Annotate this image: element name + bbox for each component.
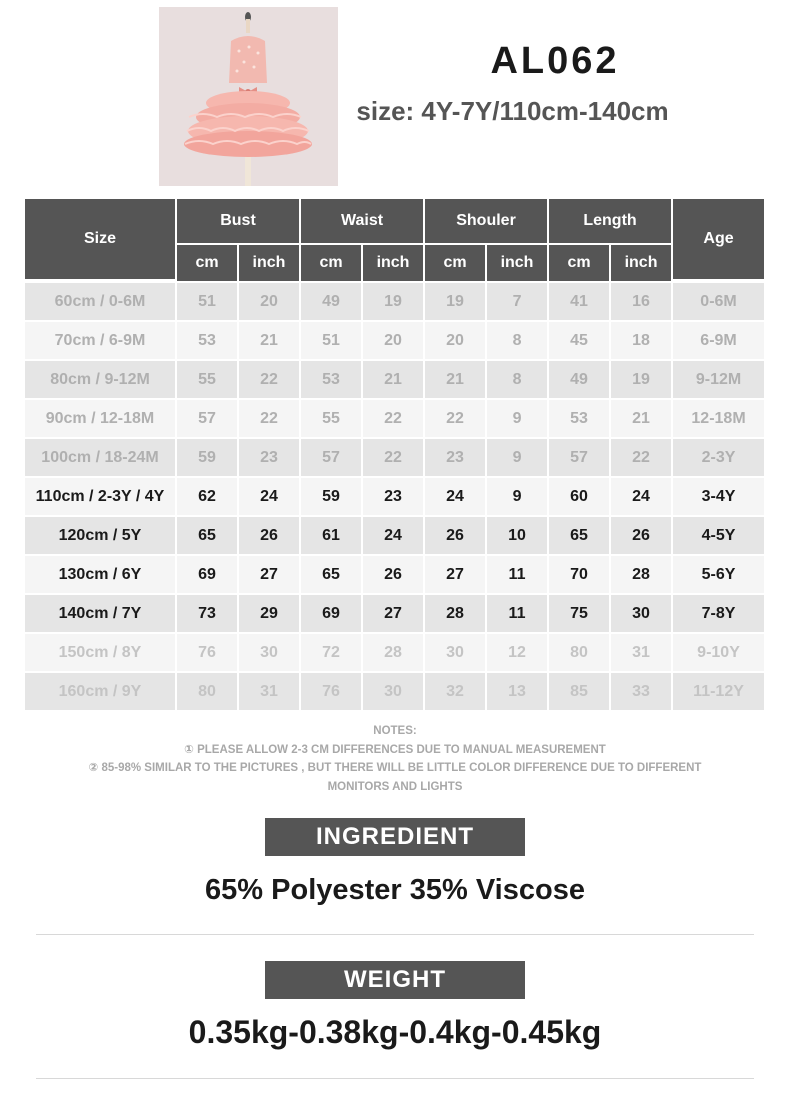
measure-cell: 24: [425, 476, 485, 515]
measure-cell: 22: [425, 398, 485, 437]
measure-cell: 21: [363, 359, 423, 398]
measure-cell: 27: [239, 554, 299, 593]
unit-cm: cm: [177, 245, 237, 281]
measure-cell: 26: [611, 515, 671, 554]
measure-cell: 27: [425, 554, 485, 593]
measure-cell: 9: [487, 437, 547, 476]
measure-cell: 31: [239, 671, 299, 710]
measure-cell: 57: [549, 437, 609, 476]
measure-cell: 57: [301, 437, 361, 476]
measure-cell: 30: [363, 671, 423, 710]
notes: [40, 722, 750, 796]
size-cell: 130cm / 6Y: [25, 554, 175, 593]
measure-cell: 26: [239, 515, 299, 554]
header-age: Age: [673, 199, 764, 281]
size-cell: 140cm / 7Y: [25, 593, 175, 632]
measure-cell: 24: [611, 476, 671, 515]
age-cell: 0-6M: [673, 281, 764, 320]
age-cell: 3-4Y: [673, 476, 764, 515]
size-cell: 110cm / 2-3Y / 4Y: [25, 476, 175, 515]
size-range: size: 4Y-7Y/110cm-140cm: [356, 96, 669, 126]
unit-cm: cm: [301, 245, 361, 281]
header-length: Length: [549, 199, 671, 245]
unit-cm: cm: [549, 245, 609, 281]
age-cell: 4-5Y: [673, 515, 764, 554]
measure-cell: 59: [177, 437, 237, 476]
measure-cell: 30: [611, 593, 671, 632]
table-row: [25, 359, 764, 398]
product-photo: [159, 7, 338, 186]
measure-cell: 27: [363, 593, 423, 632]
measure-cell: 20: [425, 320, 485, 359]
measure-cell: 33: [611, 671, 671, 710]
measure-cell: 30: [239, 632, 299, 671]
unit-cm: cm: [425, 245, 485, 281]
measure-cell: 53: [549, 398, 609, 437]
measure-cell: 76: [177, 632, 237, 671]
measure-cell: 20: [239, 281, 299, 320]
measure-cell: 12: [487, 632, 547, 671]
measure-cell: 26: [425, 515, 485, 554]
measure-cell: 22: [363, 437, 423, 476]
measure-cell: 28: [363, 632, 423, 671]
measure-cell: 23: [239, 437, 299, 476]
age-cell: 7-8Y: [673, 593, 764, 632]
measure-cell: 24: [363, 515, 423, 554]
measure-cell: 21: [425, 359, 485, 398]
measure-cell: 85: [549, 671, 609, 710]
measure-cell: 23: [363, 476, 423, 515]
measure-cell: 13: [487, 671, 547, 710]
measure-cell: 30: [425, 632, 485, 671]
age-cell: 9-12M: [673, 359, 764, 398]
measure-cell: 19: [611, 359, 671, 398]
table-row: [25, 593, 764, 632]
notes-line-1: ① PLEASE ALLOW 2-3 CM DIFFERENCES DUE TO MANUAL MEASUREMENT: [184, 743, 606, 756]
unit-inch: inch: [363, 245, 423, 281]
measure-cell: 8: [487, 359, 547, 398]
age-cell: 9-10Y: [673, 632, 764, 671]
measure-cell: 29: [239, 593, 299, 632]
table-row: [25, 554, 764, 593]
ingredient-label: INGREDIENT: [265, 818, 525, 856]
notes-title: NOTES:: [373, 725, 417, 737]
measure-cell: 70: [549, 554, 609, 593]
measure-cell: 61: [301, 515, 361, 554]
measure-cell: 51: [177, 281, 237, 320]
size-cell: 80cm / 9-12M: [25, 359, 175, 398]
size-cell: 100cm / 18-24M: [25, 437, 175, 476]
measure-cell: 65: [549, 515, 609, 554]
size-cell: 70cm / 6-9M: [25, 320, 175, 359]
measure-cell: 21: [611, 398, 671, 437]
measure-cell: 62: [177, 476, 237, 515]
measure-cell: 49: [301, 281, 361, 320]
measure-cell: 53: [177, 320, 237, 359]
age-cell: 11-12Y: [673, 671, 764, 710]
ingredient-value: 65% Polyester 35% Viscose: [205, 874, 585, 906]
measure-cell: 55: [301, 398, 361, 437]
size-chart-table: [23, 199, 766, 710]
size-cell: 160cm / 9Y: [25, 671, 175, 710]
age-cell: 2-3Y: [673, 437, 764, 476]
model-code: AL062: [490, 40, 620, 82]
measure-cell: 8: [487, 320, 547, 359]
measure-cell: 9: [487, 476, 547, 515]
age-cell: 12-18M: [673, 398, 764, 437]
measure-cell: 49: [549, 359, 609, 398]
measure-cell: 22: [363, 398, 423, 437]
table-row: [25, 320, 764, 359]
measure-cell: 55: [177, 359, 237, 398]
measure-cell: 59: [301, 476, 361, 515]
header-size: Size: [25, 199, 175, 281]
measure-cell: 53: [301, 359, 361, 398]
measure-cell: 11: [487, 554, 547, 593]
measure-cell: 22: [239, 398, 299, 437]
measure-cell: 19: [363, 281, 423, 320]
measure-cell: 45: [549, 320, 609, 359]
measure-cell: 23: [425, 437, 485, 476]
size-cell: 150cm / 8Y: [25, 632, 175, 671]
notes-line-2: ② 85-98% SIMILAR TO THE PICTURES , BUT THERE WILL BE LITTLE COLOR DIFFERENCE DUE TO DIFFERENT: [88, 762, 702, 774]
divider: [36, 1078, 754, 1079]
measure-cell: 10: [487, 515, 547, 554]
measure-cell: 11: [487, 593, 547, 632]
unit-inch: inch: [487, 245, 547, 281]
table-row: [25, 476, 764, 515]
measure-cell: 69: [177, 554, 237, 593]
unit-inch: inch: [239, 245, 299, 281]
measure-cell: 21: [239, 320, 299, 359]
measure-cell: 69: [301, 593, 361, 632]
measure-cell: 24: [239, 476, 299, 515]
table-row: [25, 632, 764, 671]
table-row: [25, 671, 764, 710]
measure-cell: 19: [425, 281, 485, 320]
measure-cell: 28: [425, 593, 485, 632]
notes-line-3: MONITORS AND LIGHTS: [327, 780, 463, 793]
measure-cell: 22: [611, 437, 671, 476]
header-bust: Bust: [177, 199, 299, 245]
measure-cell: 65: [301, 554, 361, 593]
table-row: [25, 281, 764, 320]
size-cell: 60cm / 0-6M: [25, 281, 175, 320]
header-waist: Waist: [301, 199, 423, 245]
measure-cell: 60: [549, 476, 609, 515]
measure-cell: 75: [549, 593, 609, 632]
weight-value: 0.35kg-0.38kg-0.4kg-0.45kg: [188, 1014, 602, 1050]
measure-cell: 9: [487, 398, 547, 437]
header-shoulder: Shouler: [425, 199, 547, 245]
measure-cell: 28: [611, 554, 671, 593]
age-cell: 6-9M: [673, 320, 764, 359]
measure-cell: 22: [239, 359, 299, 398]
measure-cell: 7: [487, 281, 547, 320]
measure-cell: 80: [549, 632, 609, 671]
measure-cell: 76: [301, 671, 361, 710]
table-row: [25, 515, 764, 554]
table-row: [25, 398, 764, 437]
size-cell: 90cm / 12-18M: [25, 398, 175, 437]
measure-cell: 16: [611, 281, 671, 320]
size-cell: 120cm / 5Y: [25, 515, 175, 554]
table-row: [25, 437, 764, 476]
unit-inch: inch: [611, 245, 671, 281]
weight-label: WEIGHT: [265, 961, 525, 999]
measure-cell: 20: [363, 320, 423, 359]
measure-cell: 80: [177, 671, 237, 710]
measure-cell: 26: [363, 554, 423, 593]
measure-cell: 32: [425, 671, 485, 710]
measure-cell: 18: [611, 320, 671, 359]
measure-cell: 51: [301, 320, 361, 359]
age-cell: 5-6Y: [673, 554, 764, 593]
measure-cell: 72: [301, 632, 361, 671]
divider: [36, 934, 754, 935]
measure-cell: 41: [549, 281, 609, 320]
measure-cell: 65: [177, 515, 237, 554]
measure-cell: 57: [177, 398, 237, 437]
measure-cell: 73: [177, 593, 237, 632]
measure-cell: 31: [611, 632, 671, 671]
